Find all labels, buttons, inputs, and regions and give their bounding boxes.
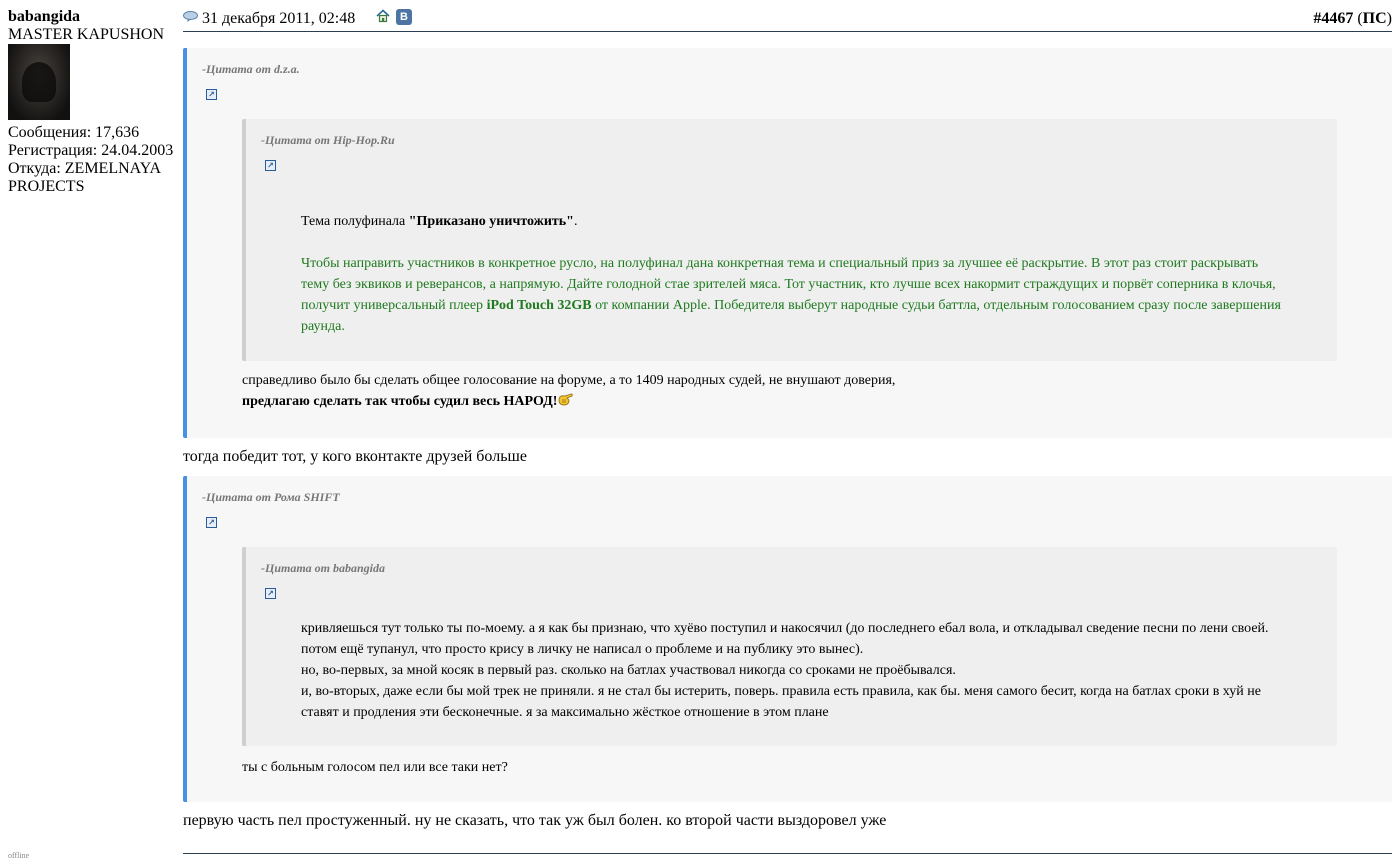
post: [183, 0, 1392, 829]
quote-reply-text: [242, 370, 1337, 412]
quote-line: и, во-вторых, даже если бы мой трек не приняли. я не стал бы истерить, поверь. правила есть правила, как бы. меня самого бесит, когда на батлах сроки в хуй не: [301, 684, 1261, 699]
pointing-hand-smiley-icon: [557, 391, 573, 407]
quote-link-icon[interactable]: ↗: [206, 89, 217, 100]
home-icon[interactable]: [376, 9, 390, 23]
quote-text-suffix: .: [573, 214, 578, 229]
reply-line-bold: [242, 391, 1337, 412]
vk-icon[interactable]: В: [396, 9, 412, 25]
quote-link-icon[interactable]: ↗: [206, 517, 217, 528]
quote-reply-text: ты с больным голосом пел или все таки нет?: [242, 760, 508, 775]
quote-link-icon[interactable]: ↗: [265, 160, 276, 171]
post-number-area: #4467 (ПС): [1313, 10, 1392, 27]
quote-text-prefix: Тема полуфинала: [301, 214, 409, 229]
reply-bold-text: предлагаю сделать так чтобы судил весь НАРОД!: [242, 394, 558, 409]
post-number-link[interactable]: #4467: [1313, 10, 1354, 27]
quote-header: -Цитата от Рома SHIFT: [202, 490, 340, 504]
quote-link-icon[interactable]: ↗: [265, 588, 276, 599]
user-from: Откуда: ZEMELNAYA PROJECTS: [8, 160, 161, 195]
quote-header: -Цитата от babangida: [261, 561, 386, 575]
nested-quote-block: [242, 547, 1337, 746]
quote-line: но, во-первых, за мной косяк в первый раз. сколько на батлах участвовал никогда со сроками не проёбывался.: [301, 663, 956, 678]
quote-block: [183, 48, 1392, 438]
avatar[interactable]: [8, 44, 70, 120]
post-divider: [183, 853, 1392, 854]
quote-header: -Цитата от Hip-Hop.Ru: [261, 133, 395, 147]
post-icon: [183, 11, 198, 22]
user-messages: Сообщения: 17,636: [8, 124, 140, 141]
green-text-part1: Чтобы направить участников в конкретное русло, на полуфинал дана конкретная тема и специальный приз за лучшее её раскрытие. В этот раз стоит раскрывать тему без эквиков и реверансов, а напрямую. Дайте голодной стае зрителей мяса. Тот участник, кто лучше всех накормит страждущих и порвёт соперника в клочья, получит универсальный плеер: [301, 256, 1276, 313]
reply-line: справедливо было бы сделать общее голосование на форуме, а то 1409 народных судей, не внушают доверия,: [242, 373, 896, 388]
quote-text: [301, 211, 1281, 232]
post-text: первую часть пел простуженный. ну не сказать, что так уж был болен. ко второй части выздоровел уже: [183, 812, 887, 829]
post-header: [183, 0, 1392, 32]
user-title: MASTER KAPUSHON: [8, 26, 165, 43]
green-text-bold: iPod Touch 32GB: [486, 298, 592, 313]
user-info: [8, 8, 178, 196]
post-date: 31 декабря 2011, 02:48: [202, 10, 356, 27]
nested-quote-block: [242, 119, 1337, 361]
username-link[interactable]: babangida: [8, 8, 81, 25]
quote-line: кривляешься тут только ты по-моему. а я как бы признаю, что хуёво поступил и накосячил (до последнего ебал вола, и откладывал сведение песни по лени своей.: [301, 621, 1269, 636]
quote-green-text: [301, 253, 1281, 337]
user-registered: Регистрация: 24.04.2003: [8, 142, 174, 159]
green-text-part2: от компании Apple. Победителя выберут народные судьи баттла, отдельным голосованием сразу после завершения раунда.: [301, 298, 1281, 334]
quote-header: -Цитата от d.z.a.: [202, 62, 300, 76]
quote-line: ставят и продления эти бесконечные. я за максимально жёсткое отношение в этом плане: [301, 705, 829, 720]
quote-text: [301, 618, 1301, 723]
post-text: тогда победит тот, у кого вконтакте друзей больше: [183, 448, 527, 465]
quote-line: потом ещё тупанул, что просто крису в личку не написал о проблеме и на публику это вынес).: [301, 642, 864, 657]
quote-block: [183, 476, 1392, 802]
pm-link[interactable]: ПС: [1362, 10, 1387, 27]
quote-topic: "Приказано уничтожить": [408, 214, 574, 229]
user-status: offline: [8, 851, 30, 860]
